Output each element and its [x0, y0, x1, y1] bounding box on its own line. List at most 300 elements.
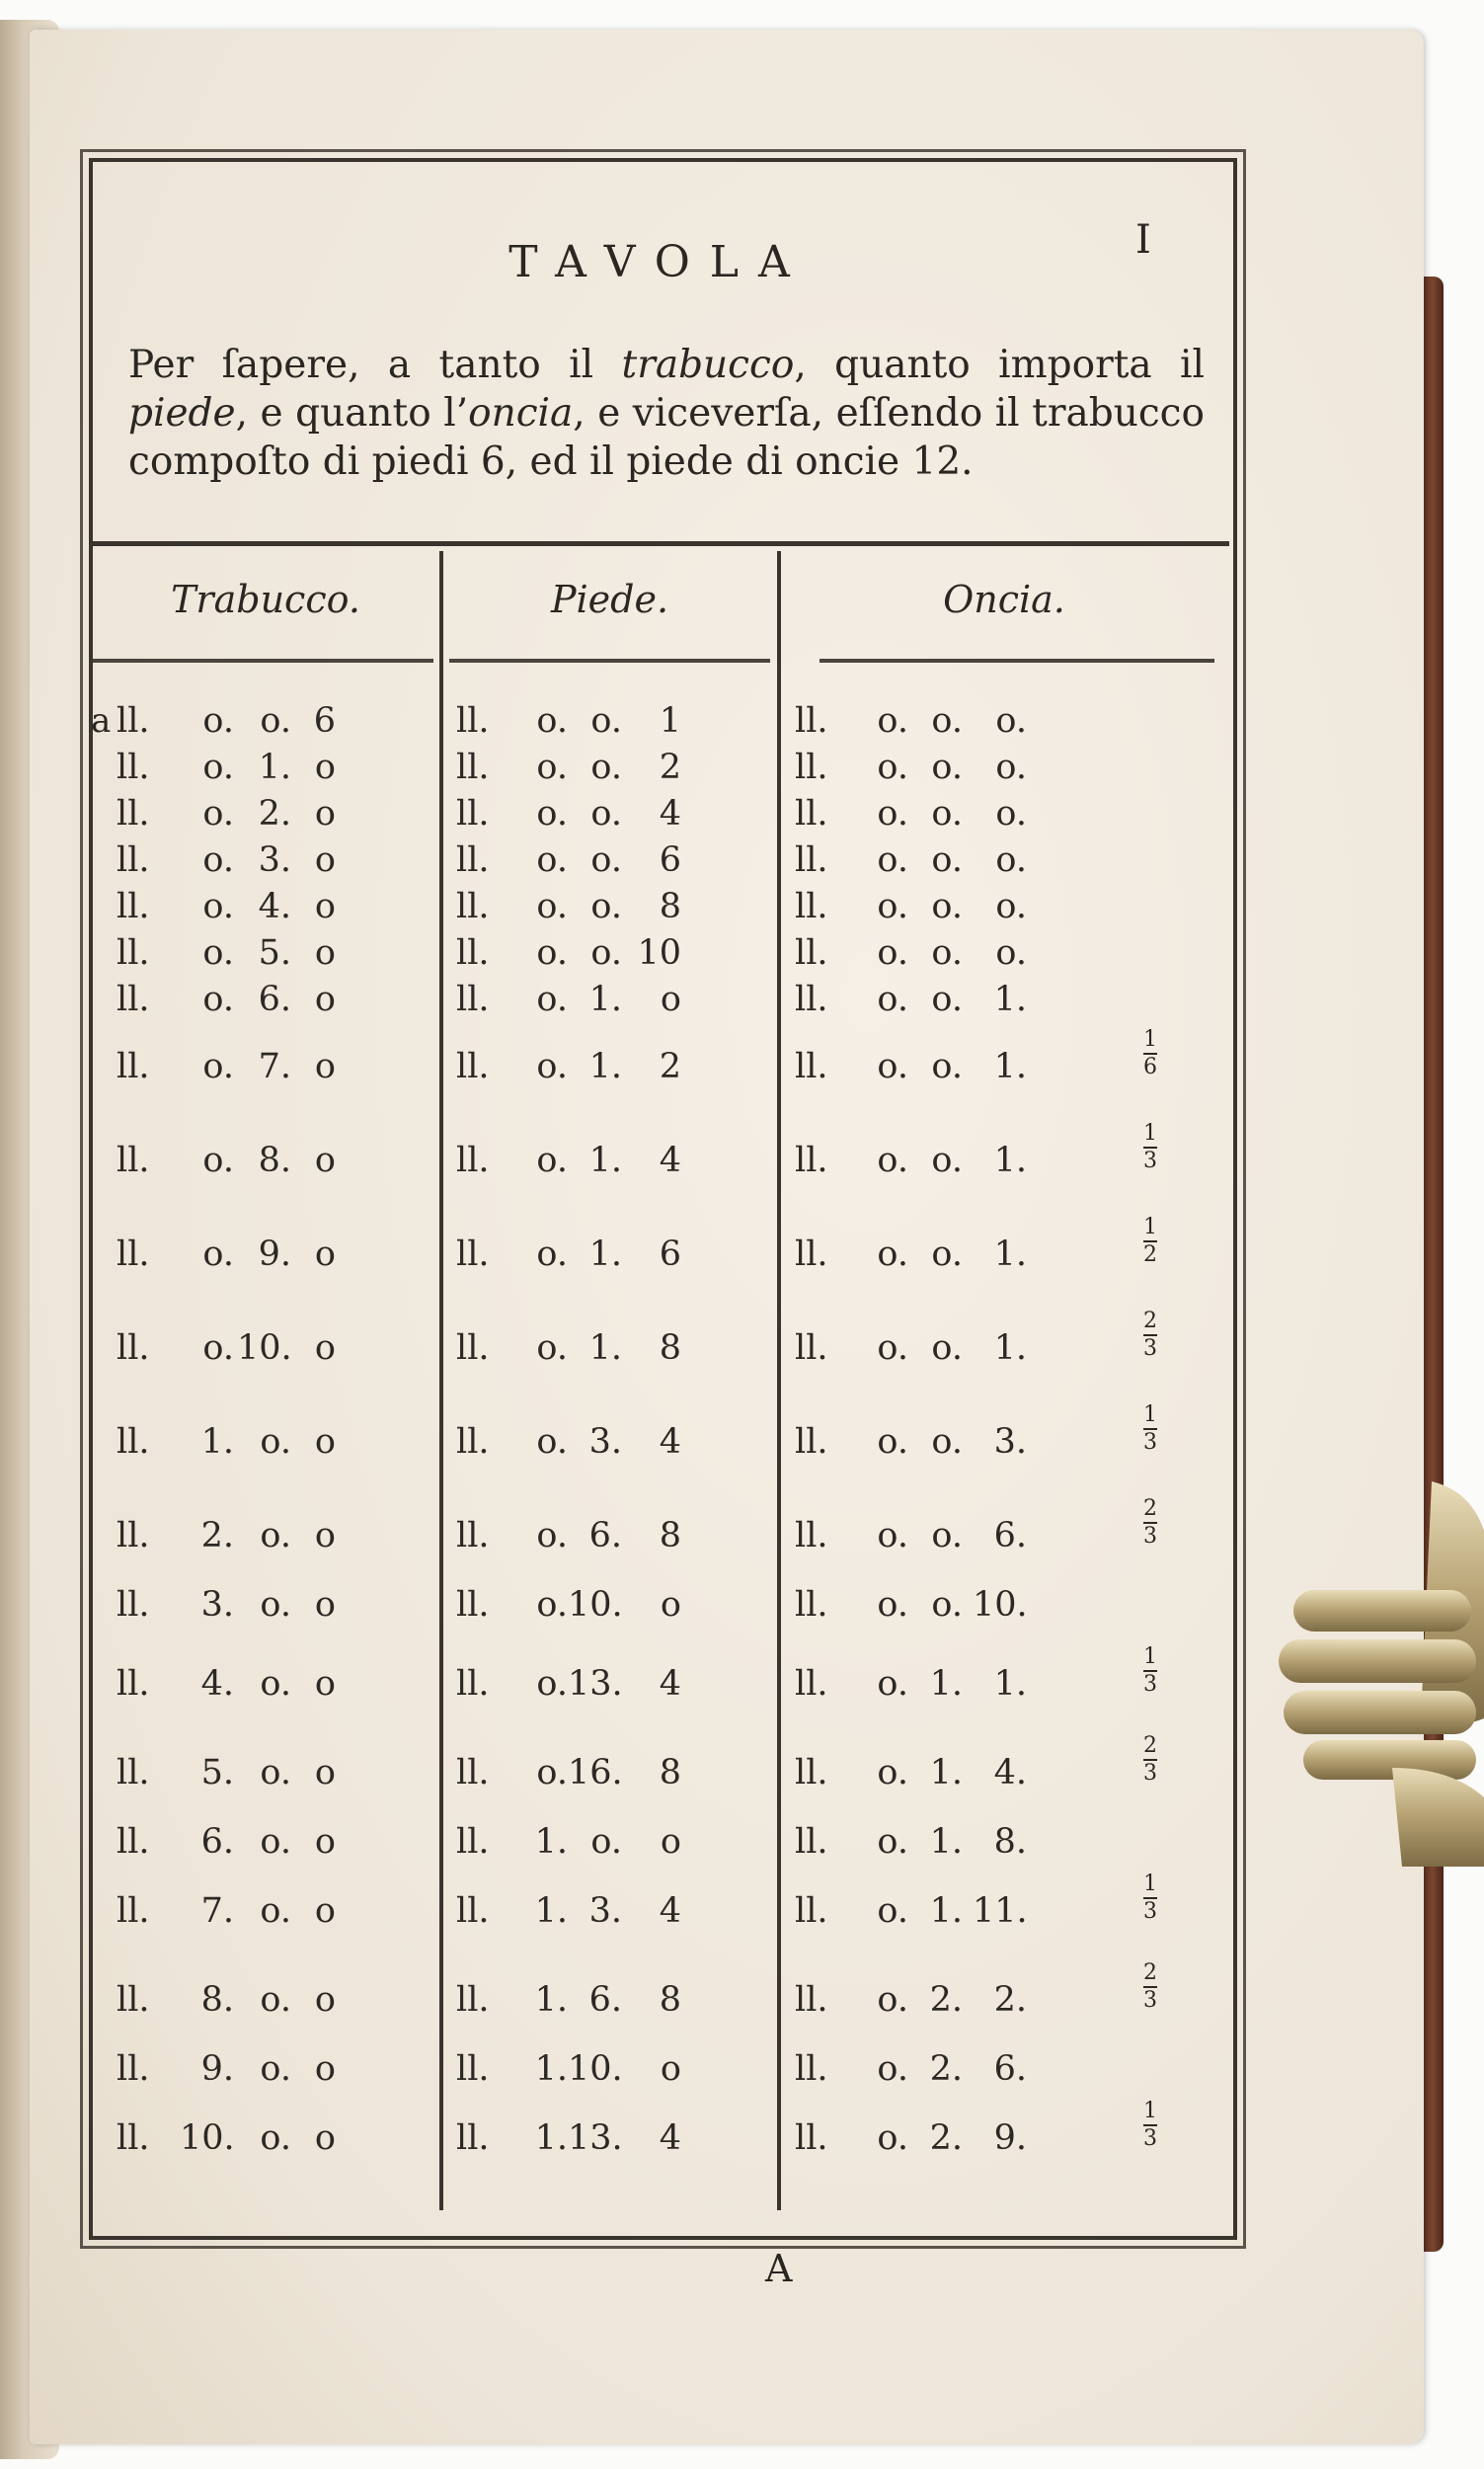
table-cell: ll. [117, 1516, 150, 1555]
table-cell: 2 [659, 1047, 681, 1086]
table-cell: o [314, 794, 336, 834]
intro-paragraph: Per ſapere, a tanto il trabucco, quanto importa il piede, e quanto l’oncia, e viceverſa, eſſendo il trabucco compoſto di piedi 6, ed il piede di oncie 12. [128, 343, 1205, 484]
table-cell: 4 [659, 1422, 681, 1462]
fraction-denominator: 3 [1143, 1672, 1157, 1697]
table-cell: o. [995, 794, 1027, 834]
table-cell: o. [260, 1516, 291, 1555]
fraction-denominator: 6 [1143, 1055, 1157, 1079]
table-cell: 6. [258, 980, 291, 1019]
page-title: TAVOLA [508, 237, 810, 287]
table-cell: o. [260, 2049, 291, 2089]
table-cell: o [660, 1585, 681, 1625]
fraction-denominator: 3 [1143, 1988, 1157, 2013]
column-header-rule [820, 659, 1214, 663]
table-cell: ll. [456, 840, 490, 880]
table-cell: 2. [200, 1516, 234, 1555]
table-cell: ll. [795, 748, 828, 787]
fraction [1135, 1498, 1165, 1548]
table-cell: o. [931, 1585, 963, 1625]
table-cell: ll. [795, 840, 828, 880]
table-cell: 13. [568, 2118, 623, 2158]
table-cell: 9. [993, 2118, 1027, 2158]
table-cell: o [314, 1234, 336, 1274]
table-cell: o. [202, 701, 234, 741]
table-cell: ll. [456, 1047, 490, 1086]
fraction-denominator: 3 [1143, 2126, 1157, 2151]
table-cell: o. [931, 1516, 963, 1555]
table-cell: 1. [588, 1234, 622, 1274]
table-cell: o. [995, 701, 1027, 741]
table-cell: o. [536, 1234, 568, 1274]
table-cell: o. [202, 1328, 234, 1368]
table-cell: 6 [659, 1234, 681, 1274]
table-cell: ll. [456, 1753, 490, 1792]
table-cell: ll. [456, 1516, 490, 1555]
table-cell: ll. [456, 2118, 490, 2158]
fraction [1135, 1404, 1165, 1454]
table-cell: ll. [117, 1047, 150, 1086]
fraction-numerator: 2 [1143, 1960, 1157, 1985]
fraction [1135, 1123, 1165, 1172]
table-cell: 8 [659, 887, 681, 926]
column-divider [777, 551, 781, 2210]
column-header-rule [93, 659, 433, 663]
table-cell: o. [590, 1822, 622, 1862]
table-cell: o. [877, 1328, 908, 1368]
table-cell: o. [260, 1585, 291, 1625]
table-cell: 7. [200, 1891, 234, 1931]
table-cell: o [314, 1585, 336, 1625]
table-cell: 1. [929, 1664, 963, 1704]
table-cell: ll. [456, 2049, 490, 2089]
table-cell: o. [931, 701, 963, 741]
table-cell: ll. [117, 1891, 150, 1931]
table-cell: o [314, 748, 336, 787]
fraction-denominator: 3 [1143, 1761, 1157, 1786]
table-cell: o. [931, 1422, 963, 1462]
table-cell: ll. [117, 1234, 150, 1274]
table-cell: 1. [993, 1664, 1027, 1704]
table-cell: o [314, 1822, 336, 1862]
table-cell: 13. [568, 1664, 623, 1704]
table-cell: 16. [568, 1753, 623, 1792]
table-cell: 1. [534, 2049, 568, 2089]
table-cell: o. [536, 1141, 568, 1180]
table-cell: o. [202, 1234, 234, 1274]
table-cell: 9. [200, 2049, 234, 2089]
table-cell: o. [202, 748, 234, 787]
table-cell: ll. [117, 2118, 150, 2158]
table-cell: ll. [795, 933, 828, 973]
table-cell: 10. [568, 1585, 623, 1625]
table-cell: o [314, 933, 336, 973]
table-cell: 1. [588, 1328, 622, 1368]
table-cell: o [314, 1047, 336, 1086]
table-cell: o. [536, 701, 568, 741]
table-cell: o. [202, 1141, 234, 1180]
table-cell: ll. [795, 794, 828, 834]
table-cell: o [314, 1328, 336, 1368]
table-cell: o. [877, 1234, 908, 1274]
table-cell: o. [536, 980, 568, 1019]
table-cell: o [314, 840, 336, 880]
table-cell: o. [260, 1422, 291, 1462]
table-cell: 1. [993, 1234, 1027, 1274]
table-cell: o. [260, 1980, 291, 2020]
table-cell: o. [260, 1822, 291, 1862]
fraction-numerator: 2 [1143, 1496, 1157, 1521]
table-cell: ll. [795, 1141, 828, 1180]
table-cell: 1. [588, 1047, 622, 1086]
table-cell: ll. [795, 2049, 828, 2089]
table-cell: o. [877, 840, 908, 880]
table-cell: 4 [659, 1141, 681, 1180]
table-cell: o [314, 1422, 336, 1462]
table-cell: 1. [929, 1891, 963, 1931]
column-header-trabucco: Trabucco. [171, 578, 360, 621]
table-cell: 8. [993, 1822, 1027, 1862]
column-header-rule [449, 659, 770, 663]
table-cell: ll. [117, 1585, 150, 1625]
table-cell: o. [590, 794, 622, 834]
table-cell: ll. [456, 887, 490, 926]
row-marker: a [91, 701, 112, 741]
table-cell: o. [536, 1047, 568, 1086]
column-divider [439, 551, 443, 2210]
table-cell: o. [877, 1047, 908, 1086]
signature-mark: A [765, 2247, 793, 2290]
table-cell: 10. [568, 2049, 623, 2089]
table-cell: o. [877, 1664, 908, 1704]
table-cell: o. [536, 1328, 568, 1368]
table-cell: 5. [200, 1753, 234, 1792]
table-cell: o [314, 1980, 336, 2020]
table-cell: 8 [659, 1516, 681, 1555]
table-cell: 2. [258, 794, 291, 834]
table-cell: 1. [534, 1822, 568, 1862]
table-cell: ll. [795, 887, 828, 926]
table-cell: o [314, 980, 336, 1019]
table-cell: o. [202, 794, 234, 834]
fraction [1135, 1217, 1165, 1266]
table-cell: ll. [795, 1422, 828, 1462]
table-cell: o. [995, 933, 1027, 973]
table-cell: o. [877, 1422, 908, 1462]
fraction-denominator: 3 [1143, 1430, 1157, 1455]
fraction-numerator: 1 [1143, 1402, 1157, 1427]
table-cell: ll. [456, 980, 490, 1019]
table-cell: 1. [929, 1822, 963, 1862]
table-cell: o [314, 1516, 336, 1555]
table-cell: o. [931, 840, 963, 880]
table-cell: ll. [795, 1753, 828, 1792]
table-cell: o. [877, 1822, 908, 1862]
table-cell: 1. [588, 980, 622, 1019]
table-cell: o. [877, 2049, 908, 2089]
table-cell: 4 [659, 1891, 681, 1931]
table-cell: ll. [456, 701, 490, 741]
fraction [1135, 2101, 1165, 2150]
fraction-denominator: 3 [1143, 1524, 1157, 1549]
table-cell: o [314, 1141, 336, 1180]
table-cell: ll. [456, 1422, 490, 1462]
table-cell: o. [877, 1585, 908, 1625]
table-cell: o. [590, 840, 622, 880]
table-cell: o [314, 1753, 336, 1792]
fraction [1135, 1311, 1165, 1360]
table-cell: ll. [456, 1980, 490, 2020]
table-cell: o. [260, 1753, 291, 1792]
table-cell: 4. [258, 887, 291, 926]
table-cell: ll. [456, 1234, 490, 1274]
table-cell: ll. [117, 748, 150, 787]
table-cell: ll. [456, 1664, 490, 1704]
table-cell: o [314, 2049, 336, 2089]
table-cell: o. [931, 980, 963, 1019]
table-cell: o. [995, 887, 1027, 926]
table-cell: o [314, 1891, 336, 1931]
header-rule [89, 541, 1229, 546]
table-cell: 6 [659, 840, 681, 880]
table-cell: 7. [258, 1047, 291, 1086]
table-cell: 3. [588, 1891, 622, 1931]
table-cell: o. [536, 1516, 568, 1555]
table-cell: 2. [929, 1980, 963, 2020]
table-cell: 3. [200, 1585, 234, 1625]
table-cell: 8. [258, 1141, 291, 1180]
table-cell: 1 [659, 701, 681, 741]
table-cell: 8. [200, 1980, 234, 2020]
table-cell: ll. [456, 1585, 490, 1625]
fraction-denominator: 2 [1143, 1242, 1157, 1267]
table-cell: ll. [795, 1234, 828, 1274]
table-cell: 4. [993, 1753, 1027, 1792]
table-cell: o. [931, 1234, 963, 1274]
table-cell: o. [202, 933, 234, 973]
table-cell: 2 [659, 748, 681, 787]
table-cell: 6. [588, 1980, 622, 2020]
table-cell: ll. [456, 1822, 490, 1862]
table-cell: o. [931, 1141, 963, 1180]
table-cell: ll. [795, 1822, 828, 1862]
table-cell: o [314, 887, 336, 926]
page-number: I [1135, 217, 1151, 263]
table-cell: o. [590, 748, 622, 787]
table-cell: 6. [588, 1516, 622, 1555]
table-cell: ll. [456, 1328, 490, 1368]
table-cell: ll. [795, 1664, 828, 1704]
table-cell: 1. [200, 1422, 234, 1462]
table-cell: ll. [456, 1891, 490, 1931]
fraction-numerator: 1 [1143, 1027, 1157, 1052]
table-cell: 4 [659, 794, 681, 834]
table-cell: o. [877, 1891, 908, 1931]
table-cell: o. [260, 1664, 291, 1704]
table-cell: 9. [258, 1234, 291, 1274]
table-cell: o. [202, 840, 234, 880]
fraction [1135, 1962, 1165, 2012]
table-cell: ll. [795, 1891, 828, 1931]
table-cell: ll. [456, 794, 490, 834]
table-cell: ll. [795, 1047, 828, 1086]
table-cell: 1. [534, 2118, 568, 2158]
table-cell: o. [995, 748, 1027, 787]
table-cell: o. [536, 840, 568, 880]
table-cell: 8 [659, 1328, 681, 1368]
table-cell: 3. [588, 1422, 622, 1462]
table-cell: ll. [456, 933, 490, 973]
brass-hand-clip-icon [1274, 1472, 1484, 1867]
table-cell: 1. [993, 980, 1027, 1019]
fraction-numerator: 1 [1143, 1215, 1157, 1239]
table-cell: 4. [200, 1664, 234, 1704]
table-cell: o. [877, 1980, 908, 2020]
table-cell: 1. [993, 1328, 1027, 1368]
table-cell: o. [260, 2118, 291, 2158]
table-cell: ll. [117, 1822, 150, 1862]
table-cell: 6. [993, 2049, 1027, 2089]
table-cell: ll. [117, 794, 150, 834]
table-cell: ll. [117, 840, 150, 880]
table-cell: o. [931, 794, 963, 834]
table-cell: o. [877, 1141, 908, 1180]
table-cell: 6. [993, 1516, 1027, 1555]
table-cell: ll. [117, 701, 150, 741]
table-cell: 8 [659, 1753, 681, 1792]
table-cell: 1. [534, 1980, 568, 2020]
table-cell: o. [260, 1891, 291, 1931]
table-cell: o. [877, 2118, 908, 2158]
table-cell: o. [536, 933, 568, 973]
table-cell: o. [202, 1047, 234, 1086]
table-cell: o [660, 1822, 681, 1862]
table-cell: 6. [200, 1822, 234, 1862]
table-cell: 3. [258, 840, 291, 880]
table-cell: o. [202, 887, 234, 926]
table-cell: 10 [637, 933, 681, 973]
fraction-denominator: 3 [1143, 1899, 1157, 1924]
table-cell: o. [931, 1047, 963, 1086]
table-cell: ll. [795, 1516, 828, 1555]
table-cell: ll. [795, 1980, 828, 2020]
table-cell: o. [536, 1753, 568, 1792]
table-cell: 1. [993, 1141, 1027, 1180]
table-cell: ll. [117, 933, 150, 973]
table-cell: ll. [795, 980, 828, 1019]
table-cell: ll. [117, 1141, 150, 1180]
table-cell: o. [995, 840, 1027, 880]
table-cell: o. [877, 701, 908, 741]
table-cell: o. [202, 980, 234, 1019]
table-cell: 1. [929, 1753, 963, 1792]
table-cell: o [660, 2049, 681, 2089]
table-cell: ll. [795, 701, 828, 741]
fraction-denominator: 3 [1143, 1149, 1157, 1173]
table-cell: o [314, 1664, 336, 1704]
column-header-piede: Piede. [550, 578, 669, 621]
table-cell: o. [536, 1664, 568, 1704]
table-cell: o. [877, 794, 908, 834]
table-cell: 4 [659, 1664, 681, 1704]
table-cell: o. [877, 887, 908, 926]
table-cell: o. [536, 794, 568, 834]
table-cell: ll. [456, 1141, 490, 1180]
table-cell: 2. [993, 1980, 1027, 2020]
table-cell: 5. [258, 933, 291, 973]
table-cell: 6 [313, 701, 336, 741]
fraction-numerator: 1 [1143, 1872, 1157, 1896]
fraction-numerator: 1 [1143, 2099, 1157, 2123]
book-page [30, 30, 1424, 2444]
table-cell: 1. [534, 1891, 568, 1931]
table-cell: o. [536, 1422, 568, 1462]
table-cell: ll. [117, 1328, 150, 1368]
table-cell: o. [931, 1328, 963, 1368]
table-cell: o. [590, 933, 622, 973]
table-cell: 1. [258, 748, 291, 787]
table-cell: 2. [929, 2118, 963, 2158]
table-cell: o [314, 2118, 336, 2158]
table-cell: 1. [993, 1047, 1027, 1086]
book-spine [1422, 277, 1444, 2252]
fraction [1135, 1873, 1165, 1923]
fraction [1135, 1029, 1165, 1078]
table-cell: o. [590, 887, 622, 926]
table-cell: o. [877, 1753, 908, 1792]
table-cell: o. [877, 1516, 908, 1555]
table-cell: ll. [117, 1980, 150, 2020]
fraction [1135, 1646, 1165, 1696]
table-cell: ll. [117, 2049, 150, 2089]
table-cell: o. [877, 933, 908, 973]
table-cell: ll. [117, 1422, 150, 1462]
fraction-numerator: 1 [1143, 1644, 1157, 1669]
table-cell: 11. [973, 1891, 1028, 1931]
table-cell: o. [931, 748, 963, 787]
table-cell: 10. [237, 1328, 292, 1368]
table-cell: ll. [456, 748, 490, 787]
table-cell: o. [260, 701, 291, 741]
table-cell: 1. [588, 1141, 622, 1180]
column-header-oncia: Oncia. [943, 578, 1065, 621]
table-cell: o. [536, 887, 568, 926]
table-cell: 10. [180, 2118, 235, 2158]
table-cell: 10. [973, 1585, 1028, 1625]
table-cell: o. [877, 748, 908, 787]
table-cell: ll. [117, 1664, 150, 1704]
table-cell: o [660, 980, 681, 1019]
table-cell: ll. [795, 2118, 828, 2158]
fraction-numerator: 1 [1143, 1121, 1157, 1146]
table-cell: 3. [993, 1422, 1027, 1462]
table-cell: o. [590, 701, 622, 741]
table-cell: o. [877, 980, 908, 1019]
table-cell: ll. [117, 1753, 150, 1792]
table-cell: ll. [795, 1585, 828, 1625]
fraction [1135, 1735, 1165, 1785]
table-cell: 2. [929, 2049, 963, 2089]
table-cell: ll. [795, 1328, 828, 1368]
table-cell: ll. [117, 980, 150, 1019]
table-cell: o. [931, 933, 963, 973]
fraction-numerator: 2 [1143, 1309, 1157, 1333]
table-cell: o. [536, 748, 568, 787]
table-cell: ll. [117, 887, 150, 926]
fraction-denominator: 3 [1143, 1336, 1157, 1361]
fraction-numerator: 2 [1143, 1733, 1157, 1758]
table-cell: o. [931, 887, 963, 926]
table-cell: 8 [659, 1980, 681, 2020]
